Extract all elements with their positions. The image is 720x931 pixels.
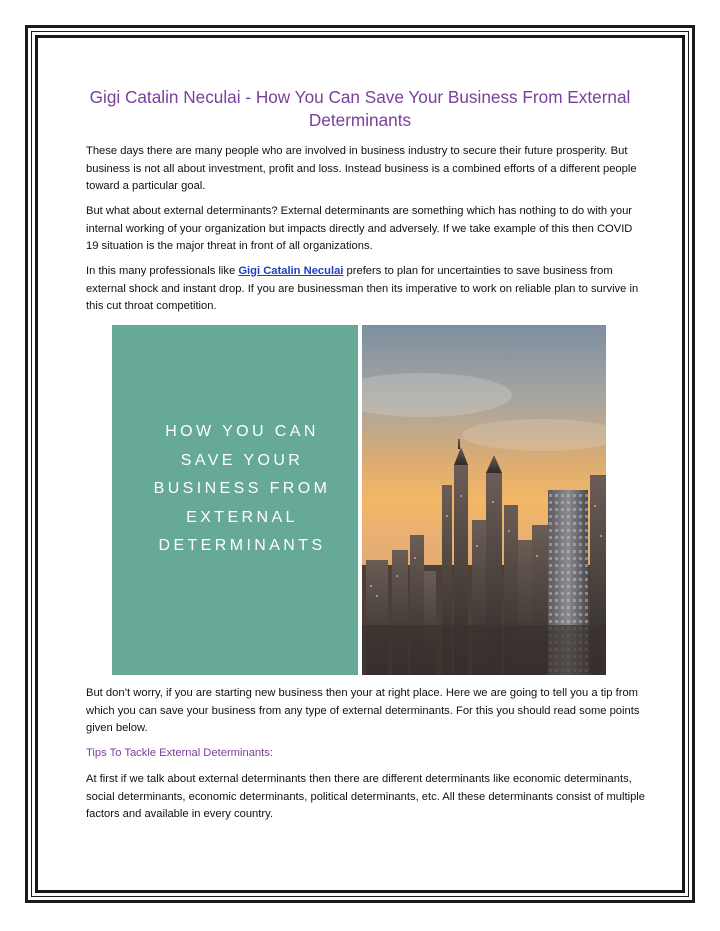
title-line-2: Determinants bbox=[308, 110, 412, 130]
paragraph-determinants: At first if we talk about external determinants then there are different determinants like economic determinants, social determinants, economic determinants, political determinants, etc. All these determinants consist of multiple factors and available in every country. bbox=[86, 773, 646, 820]
hero-line-4: EXTERNAL bbox=[186, 508, 298, 526]
paragraph-professionals-start: In this many professionals like bbox=[86, 265, 239, 277]
hero-line-2: SAVE YOUR bbox=[180, 451, 304, 469]
paragraph-professionals bbox=[86, 263, 646, 316]
hero-line-1: HOW YOU CAN bbox=[165, 423, 319, 440]
gigi-catalin-neculai-link[interactable]: Gigi Catalin Neculai bbox=[238, 265, 344, 277]
hero-line-3: BUSINESS FROM bbox=[153, 480, 331, 497]
paragraph-professionals-end: prefers to plan for uncertainties to save business from external shock and instant drop. If you are businessman then its imperative to work on reliable plan to survive in this cut throat competition. bbox=[86, 265, 639, 312]
hero-line-5: DETERMINANTS bbox=[158, 537, 326, 554]
paragraph-external-determinants: But what about external determinants? External determinants are something which has nothing to do with your internal working of your organization but impacts directly and adversely. If we take example of this then COVID 19 situation is the major threat in front of all organizations. bbox=[86, 205, 633, 252]
paragraph-dont-worry: But don’t worry, if you are starting new business then your at right place. Here we are going to tell you a tip from which you can save your business from any type of external determinants. For this you should read some points given below. bbox=[86, 687, 640, 734]
title-line-1: Gigi Catalin Neculai - How You Can Save Your Business From External bbox=[89, 87, 631, 107]
article-title bbox=[86, 86, 634, 132]
tips-subheading: Tips To Tackle External Determinants: bbox=[86, 747, 273, 759]
hero-image bbox=[112, 325, 606, 675]
hero-heading bbox=[112, 418, 372, 561]
paragraph-intro: These days there are many people who are involved in business industry to secure their future prosperity. But business is not all about investment, profit and loss. Instead business is a combined efforts of a different people toward a particular goal. bbox=[86, 145, 637, 192]
city-skyline-photo bbox=[362, 325, 606, 675]
